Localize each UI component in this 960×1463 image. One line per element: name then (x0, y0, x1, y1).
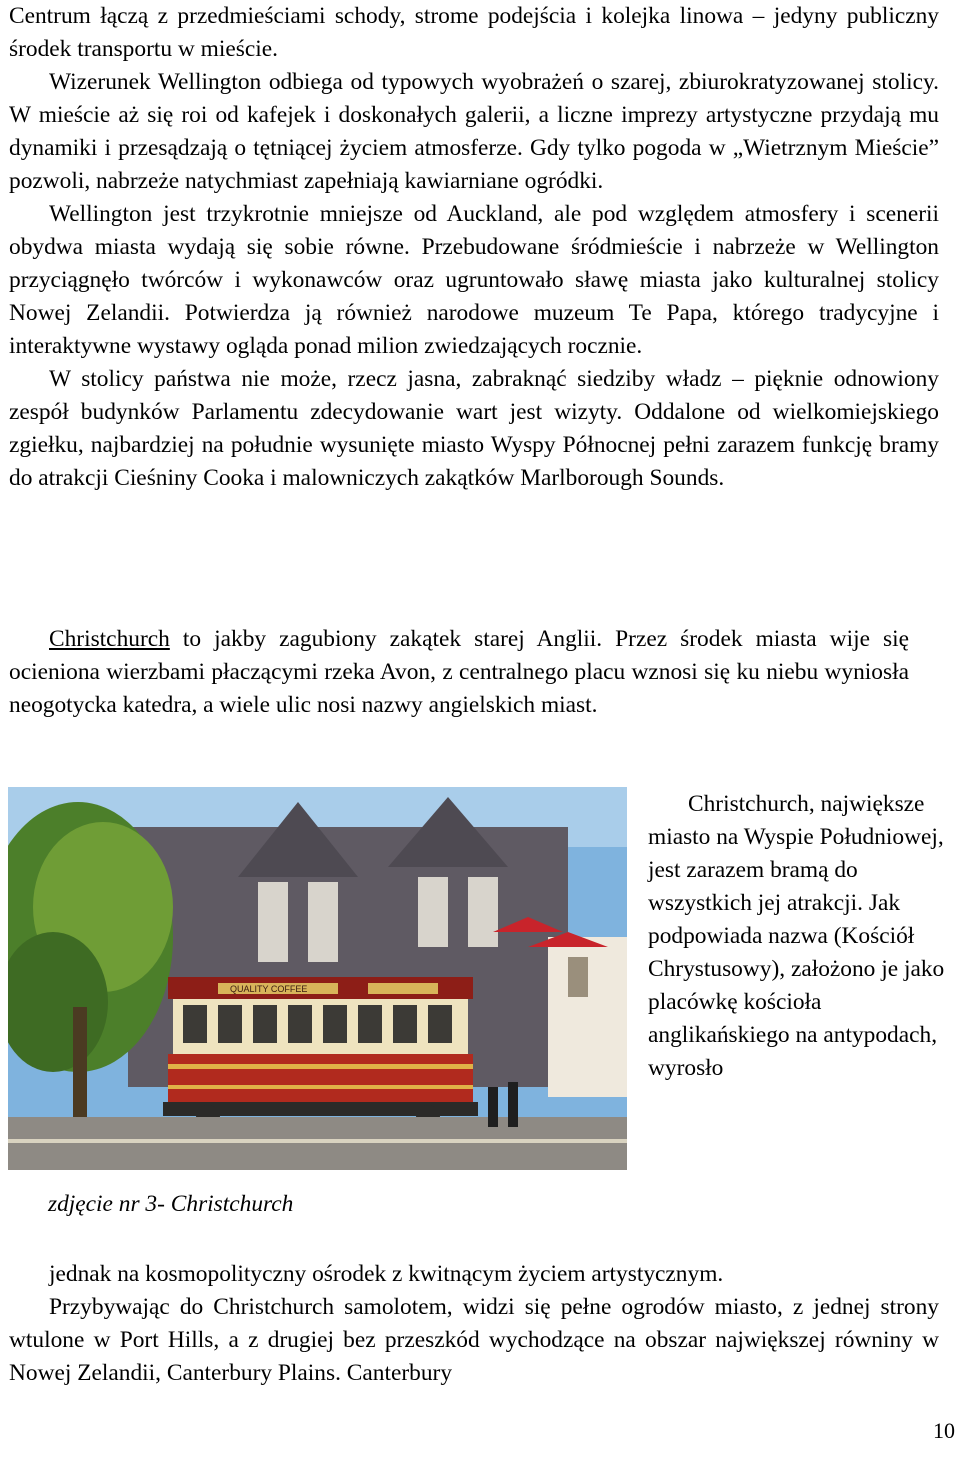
paragraph-parliament: W stolicy państwa nie może, rzecz jasna, zabraknąć siedziby władz – pięknie odnowiony zespół budynków Parlamentu zdecydowanie wart jest wizyty. Oddalone od wielkomiejskiego zgiełku, najbardziej na południe wysunięte miasto Wyspy Północnej pełni zarazem funkcję bramy do atrakcji Cieśniny Cooka i malowniczych zakątków Marlborough Sounds. (9, 366, 939, 491)
tram-sign-text: QUALITY COFFEE (230, 984, 308, 994)
christchurch-paragraph (9, 623, 909, 722)
paragraph-continuation: jednak na kosmopolityczny ośrodek z kwitnącym życiem artystycznym. (49, 1261, 724, 1287)
paragraph-arrival: Przybywając do Christchurch samolotem, widzi się pełne ogrodów miasto, z jednej strony wtulone w Port Hills, a z drugiej bez przeszkód wychodzące na obszar największej równiny w Nowej Zelandii, Canterbury Plains. Canterbury (9, 1294, 939, 1386)
sidebar-paragraph: Christchurch, największe miasto na Wyspie Południowej, jest zarazem bramą do wszystkich jej atrakcji. Jak podpowiada nazwa (Kościół Chrystusowy), założono je jako placówkę kościoła anglikańskiego na antypodach, wyrosło (648, 791, 945, 1081)
paragraph-wellington-image: Wizerunek Wellington odbiega od typowych wyobrażeń o szarej, zbiurokratyzowanej stolicy. W mieście aż się roi od kafejek i doskonałych galerii, a liczne imprezy artystyczne przydają mu dynamiki i przesądzają o tętniącej życiem atmosferze. Gdy tylko pogoda w „Wietrznym Mieście” pozwoli, nabrzeże natychmiast zapełniają kawiarniane ogródki. (9, 69, 939, 194)
christchurch-link[interactable]: Christchurch (49, 626, 170, 652)
christchurch-text: to jakby zagubiony zakątek starej Anglii. Przez środek miasta wije się ocieniona wierzbami płaczącymi rzeka Avon, z centralnego placu wznosi się ku niebu wyniosła neogotycka katedra, a wiele ulic nosi nazwy angielskich miast. (9, 626, 909, 718)
christchurch-tram-photo (8, 787, 627, 1170)
intro-text-block (9, 0, 939, 495)
paragraph-wellington-size: Wellington jest trzykrotnie mniejsze od Auckland, ale pod względem atmosfery i scenerii obydwa miasta wydają się sobie równe. Przebudowane śródmieście i nabrzeże w Wellington przyciągnęło twórców i wykonawców oraz ugruntowało sławę miasta jako kulturalnej stolicy Nowej Zelandii. Potwierdza ją również narodowe muzeum Te Papa, którego tradycyjne i interaktywne wystawy ogląda ponad milion zwiedzających rocznie. (9, 201, 939, 359)
bottom-text-block (9, 1258, 939, 1390)
photo-caption: zdjęcie nr 3- Christchurch (48, 1191, 294, 1217)
paragraph-cable-car: Centrum łączą z przedmieściami schody, strome podejścia i kolejka linowa – jedyny publiczny środek transportu w mieście. (9, 3, 939, 62)
sidebar-text (648, 788, 960, 1085)
page-number: 10 (933, 1418, 955, 1443)
